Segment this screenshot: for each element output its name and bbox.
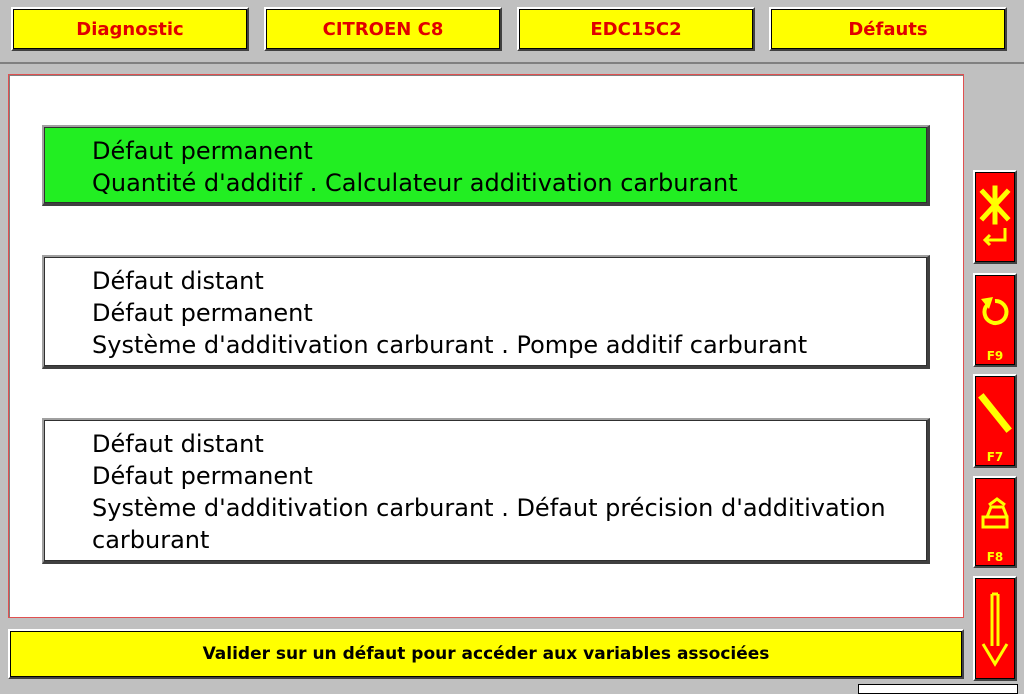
fault-description: Système d'additivation carburant . Pompe additif carburant — [92, 331, 808, 359]
f9-key-label: F9 — [986, 349, 1004, 363]
fault-status-label: Défaut permanent — [92, 462, 313, 490]
header-divider — [0, 62, 1024, 64]
print-f8-button[interactable] — [973, 476, 1017, 568]
refresh-f9-button[interactable] — [973, 273, 1017, 367]
escape-icon — [975, 172, 1015, 262]
escape-button[interactable] — [973, 170, 1017, 264]
f8-key-label: F8 — [986, 550, 1004, 564]
status-indicator-box — [858, 684, 1018, 694]
status-message: Valider sur un défaut pour accéder aux variables associées — [202, 644, 770, 664]
tab-ecu[interactable]: EDC15C2 — [517, 7, 755, 51]
fault-status-label: Défaut distant — [92, 430, 264, 458]
tab-faults[interactable]: Défauts — [769, 7, 1007, 51]
status-bar — [8, 629, 964, 679]
refresh-icon — [975, 275, 1015, 349]
f7-key-label: F7 — [986, 450, 1004, 464]
fault-status-label: Défaut distant — [92, 267, 264, 295]
fault-description: Quantité d'additif . Calculateur additivation carburant — [92, 169, 738, 197]
fault-item[interactable] — [42, 418, 930, 564]
tab-diagnostic[interactable]: Diagnostic — [11, 7, 249, 51]
fault-description: Système d'additivation carburant . Défaut précision d'additivation carburant — [92, 494, 886, 554]
tab-vehicle[interactable]: CITROEN C8 — [264, 7, 502, 51]
fault-item[interactable] — [42, 255, 930, 369]
pencil-icon — [975, 376, 1015, 450]
fault-status-label: Défaut permanent — [92, 137, 313, 165]
print-icon — [975, 478, 1015, 550]
scroll-down-button[interactable] — [973, 576, 1017, 681]
fault-item[interactable] — [42, 125, 930, 206]
edit-f7-button[interactable] — [973, 374, 1017, 468]
fault-status-label: Défaut permanent — [92, 299, 313, 327]
arrow-down-icon — [975, 578, 1015, 679]
